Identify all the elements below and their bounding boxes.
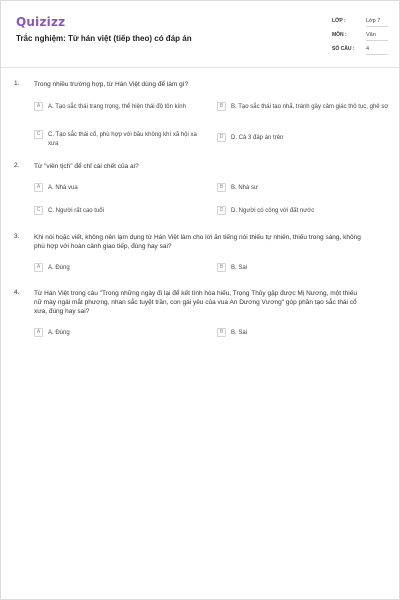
meta-value: Lớp 7 xyxy=(366,16,388,27)
option-text: A. Tạo sắc thái trang trọng, thể hiện thái độ tôn kính xyxy=(48,104,186,110)
question-text: Từ "viên tịch" để chỉ cái chết của ai? xyxy=(34,163,139,170)
option-letter-box: B xyxy=(217,328,226,337)
question-text: Khi nói hoặc viết, không nên lạm dụng từ Hán Việt làm cho lời ăn tiếng nói thiếu tự nhiên, thiếu trong sáng, không phù hợp với hoàn cảnh giao tiếp, đúng hay sai? xyxy=(34,234,361,250)
meta-row-grade xyxy=(332,15,388,29)
meta-label: SỐ CÂU : xyxy=(332,46,355,52)
question-number: 1. xyxy=(14,80,20,87)
option-letter-box: B xyxy=(217,102,226,111)
option-text: A. Nhà vua xyxy=(48,185,78,191)
question-number: 4. xyxy=(14,289,20,296)
option-letter-box: B xyxy=(217,263,226,272)
option-letter-box: C xyxy=(34,130,43,139)
quizizz-logo: Quizizz xyxy=(16,15,66,29)
option-letter-box: B xyxy=(217,183,226,192)
meta-value: Văn xyxy=(366,30,388,41)
option-letter-box: A xyxy=(34,328,43,337)
option-letter-box: D xyxy=(217,206,226,215)
meta-label: MÔN : xyxy=(332,32,347,38)
option-letter-box: C xyxy=(34,206,43,215)
worksheet-title: Trắc nghiệm: Từ hán việt (tiếp theo) có đáp án xyxy=(16,34,192,43)
option-text: B. Nhà sư xyxy=(231,185,259,191)
question-text: Từ Hán Việt trong câu "Trong những ngày đi lại để kết tình hòa hiếu, Trọng Thủy gặp được Mị Nương, một thiếu nữ mày ngài mắt phượng, nhan sắc tuyệt trần, con gái yêu của vua An Dương Vương" góp phần tạo sắc thái cổ xưa, đúng hay sai? xyxy=(34,290,357,315)
option-letter-box: A xyxy=(34,183,43,192)
option-text: B. Sai xyxy=(231,265,248,271)
option-text: A. Đúng xyxy=(48,330,70,336)
meta-value: 4 xyxy=(366,44,388,55)
option-text: D. Người có công với đất nước xyxy=(231,208,315,214)
question-text: Trong nhiều trường hợp, từ Hán Việt dùng để làm gì? xyxy=(34,81,189,88)
header-divider xyxy=(1,67,400,68)
meta-row-question-count xyxy=(332,43,388,57)
meta-label: LỚP : xyxy=(332,18,346,24)
option-text: B. Tạo sắc thái tao nhã, tránh gây cảm giác thô tục, ghê sợ xyxy=(231,104,389,110)
question-number: 3. xyxy=(14,233,20,240)
option-letter-box: A xyxy=(34,102,43,111)
option-text: D. Cả 3 đáp án trên xyxy=(231,135,284,141)
option-text: A. Đúng xyxy=(48,265,70,271)
option-text: B. Sai xyxy=(231,330,248,336)
question-number: 2. xyxy=(14,162,20,169)
option-text: C. Tạo sắc thái cổ, phù hợp với bầu không khí xã hội xa xưa xyxy=(48,132,197,147)
option-letter-box: D xyxy=(217,133,226,142)
option-letter-box: A xyxy=(34,263,43,272)
worksheet-meta xyxy=(332,15,388,57)
option-text: C. Người rất cao tuổi xyxy=(48,208,104,214)
meta-row-subject xyxy=(332,29,388,43)
